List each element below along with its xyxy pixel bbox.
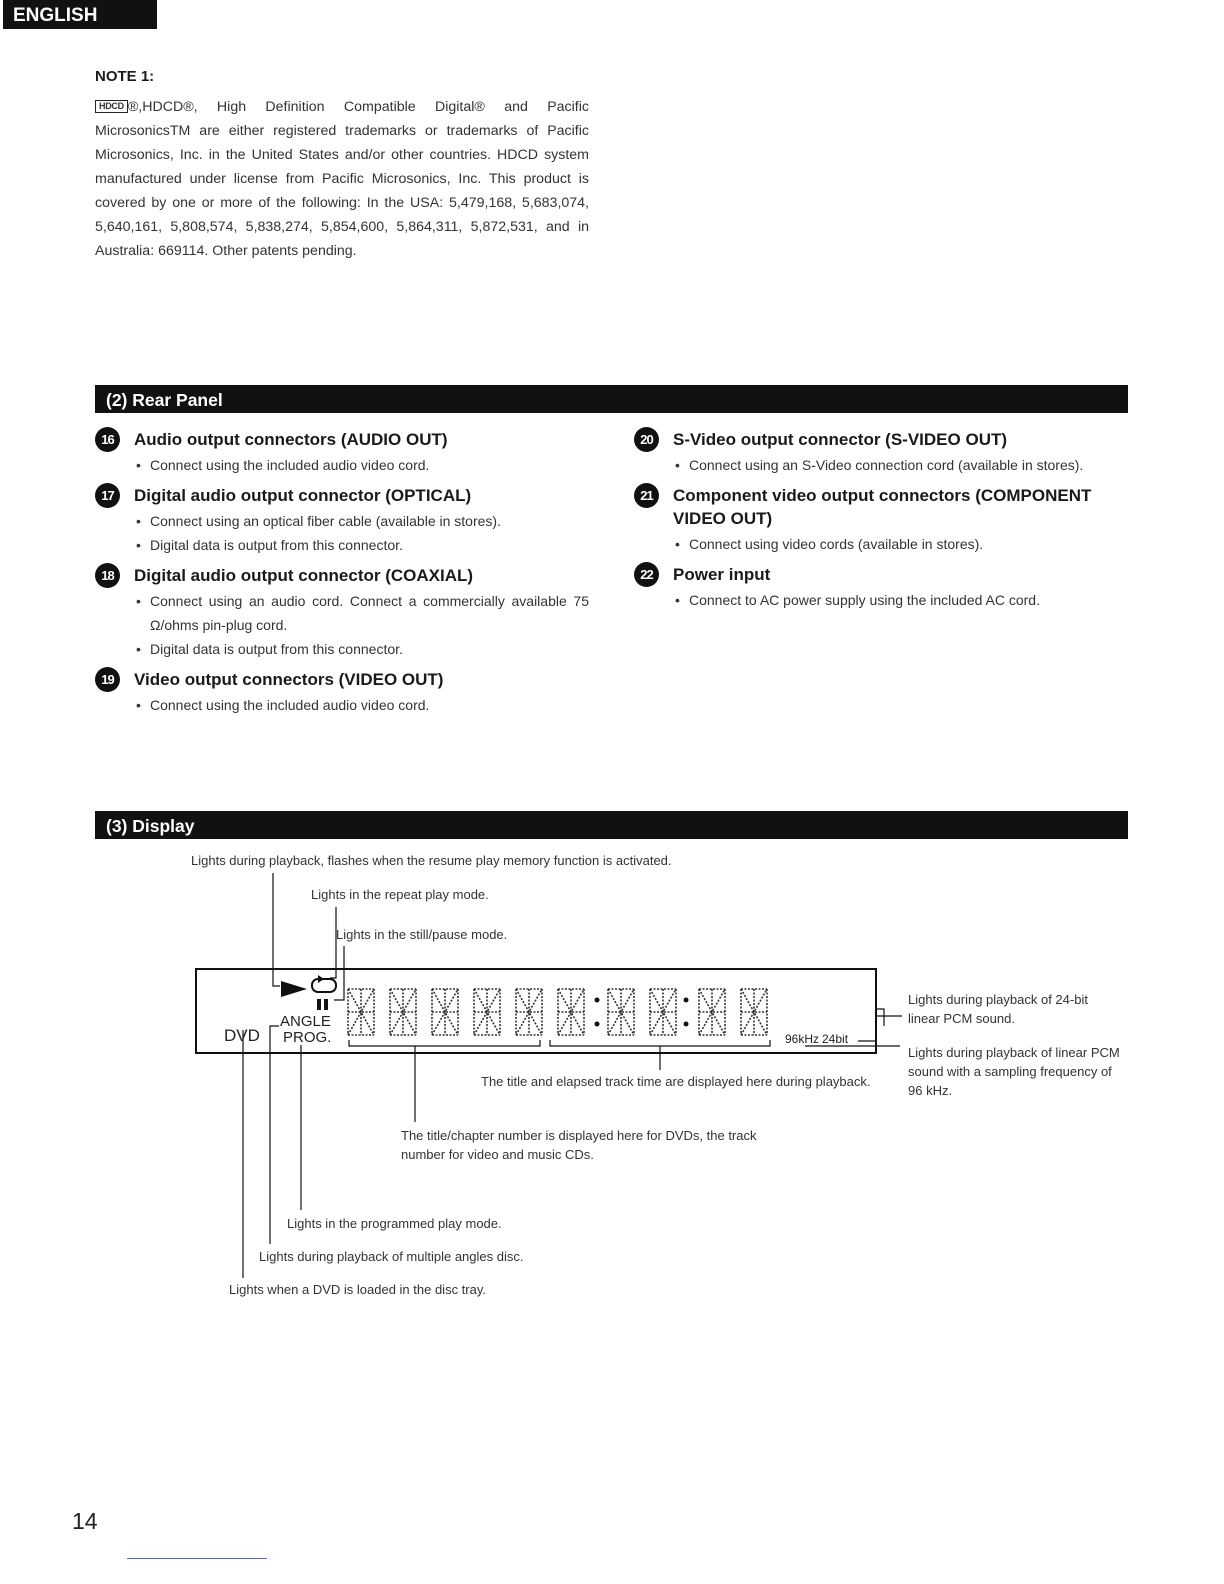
item-number-18: 18 (95, 563, 120, 588)
play-annotation: Lights during playback, flashes when the resume play memory function is activated. (191, 853, 672, 868)
khz96-annotation: Lights during playback of linear PCM sound with a sampling frequency of 96 kHz. (908, 1045, 1120, 1098)
item-20-bullet-1: • Connect using an S-Video connection cord (available in stores). (673, 453, 1128, 477)
segment-digit (699, 989, 725, 1035)
segment-digit (474, 989, 500, 1035)
segment-digit (608, 989, 634, 1035)
item-title-22: Power input (673, 565, 771, 584)
rear-panel-heading: (2) Rear Panel (95, 385, 1128, 413)
pause-annotation: Lights in the still/pause mode. (336, 927, 508, 942)
segment-digit (741, 989, 767, 1035)
chapter-annotation: The title/chapter number is displayed here for DVDs, the track number for video and music CDs. (401, 1128, 757, 1162)
item-title-21: Component video output connectors (COMPONENT VIDEO OUT) (673, 486, 1092, 528)
angle-annotation: Lights during playback of multiple angles disc. (259, 1249, 524, 1264)
play-icon (281, 981, 307, 997)
item-17-bullet-1: • Connect using an optical fiber cable (available in stores). (134, 509, 589, 533)
item-title-16: Audio output connectors (AUDIO OUT) (134, 430, 448, 449)
item-title-19: Video output connectors (VIDEO OUT) (134, 670, 444, 689)
segment-digit (558, 989, 584, 1035)
display-heading: (3) Display (95, 811, 1128, 839)
item-18-bullet-2: • Digital data is output from this connector. (134, 637, 589, 661)
item-title-18: Digital audio output connector (COAXIAL) (134, 566, 474, 585)
dvd-indicator: DVD (224, 1026, 260, 1045)
angle-leader (270, 1026, 279, 1244)
item-title-17: Digital audio output connector (OPTICAL) (134, 486, 472, 505)
item-17-bullet-2: • Digital data is output from this connector. (134, 533, 589, 557)
bit24-leader (858, 1009, 902, 1041)
colon-dot-4 (684, 1022, 689, 1027)
bit24-annotation: Lights during playback of 24-bit linear PCM sound. (908, 992, 1088, 1026)
colon-dot-3 (684, 998, 689, 1003)
item-number-22: 22 (634, 562, 659, 587)
time-bracket (550, 1040, 770, 1070)
item-18-bullet-1: • Connect using an audio cord. Connect a commercially available 75 Ω/ohms pin-plug cord. (134, 589, 589, 637)
item-number-21: 21 (634, 483, 659, 508)
segment-digit (348, 989, 374, 1035)
note-text: ®,HDCD®, High Definition Compatible Digital® and Pacific MicrosonicsTM are either registered trademarks or trademarks of Pacific Microsonics, Inc. in the United States and/or other countries. HDCD system manufactured under license from Pacific Microsonics, Inc. This product is covered by one or more of the following: In the USA: 5,479,168, 5,683,074, 5,640,161, 5,808,574, 5,838,274, 5,854,600, 5,864,311, 5,872,531, and in Australia: 669114. Other patents pending. (95, 99, 589, 259)
item-16-bullet-1: • Connect using the included audio video cord. (134, 453, 589, 477)
repeat-annotation: Lights in the repeat play mode. (311, 887, 489, 902)
page-number: 14 (72, 1508, 98, 1534)
segment-digit (650, 989, 676, 1035)
item-22-bullet-1: • Connect to AC power supply using the included AC cord. (673, 588, 1128, 612)
note-title: NOTE 1: (95, 68, 155, 85)
colon-dot-2 (595, 1022, 600, 1027)
segment-digit (432, 989, 458, 1035)
pause-icon (317, 999, 328, 1010)
item-title-20: S-Video output connector (S-VIDEO OUT) (673, 430, 1008, 449)
bit-indicator: 24bit (822, 1032, 849, 1046)
footer-rule (127, 1558, 267, 1559)
item-number-17: 17 (95, 483, 120, 508)
repeat-icon (312, 979, 336, 992)
item-number-20: 20 (634, 427, 659, 452)
angle-indicator: ANGLE (280, 1013, 331, 1030)
khz-indicator: 96kHz (785, 1032, 820, 1046)
item-number-16: 16 (95, 427, 120, 452)
hdcd-logo: HDCD (95, 100, 128, 113)
prog-indicator: PROG. (283, 1029, 332, 1046)
time-annotation: The title and elapsed track time are displayed here during playback. (481, 1074, 871, 1089)
colon-dot-1 (595, 998, 600, 1003)
language-tab: ENGLISH (3, 0, 157, 29)
item-19-bullet-1: • Connect using the included audio video cord. (134, 693, 589, 717)
item-number-19: 19 (95, 667, 120, 692)
item-21-bullet-1: • Connect using video cords (available in stores). (673, 532, 1128, 556)
segment-digits (348, 989, 767, 1035)
prog-annotation: Lights in the programmed play mode. (287, 1216, 502, 1231)
segment-digit (516, 989, 542, 1035)
segment-digit (390, 989, 416, 1035)
dvd-annotation: Lights when a DVD is loaded in the disc tray. (229, 1282, 487, 1297)
